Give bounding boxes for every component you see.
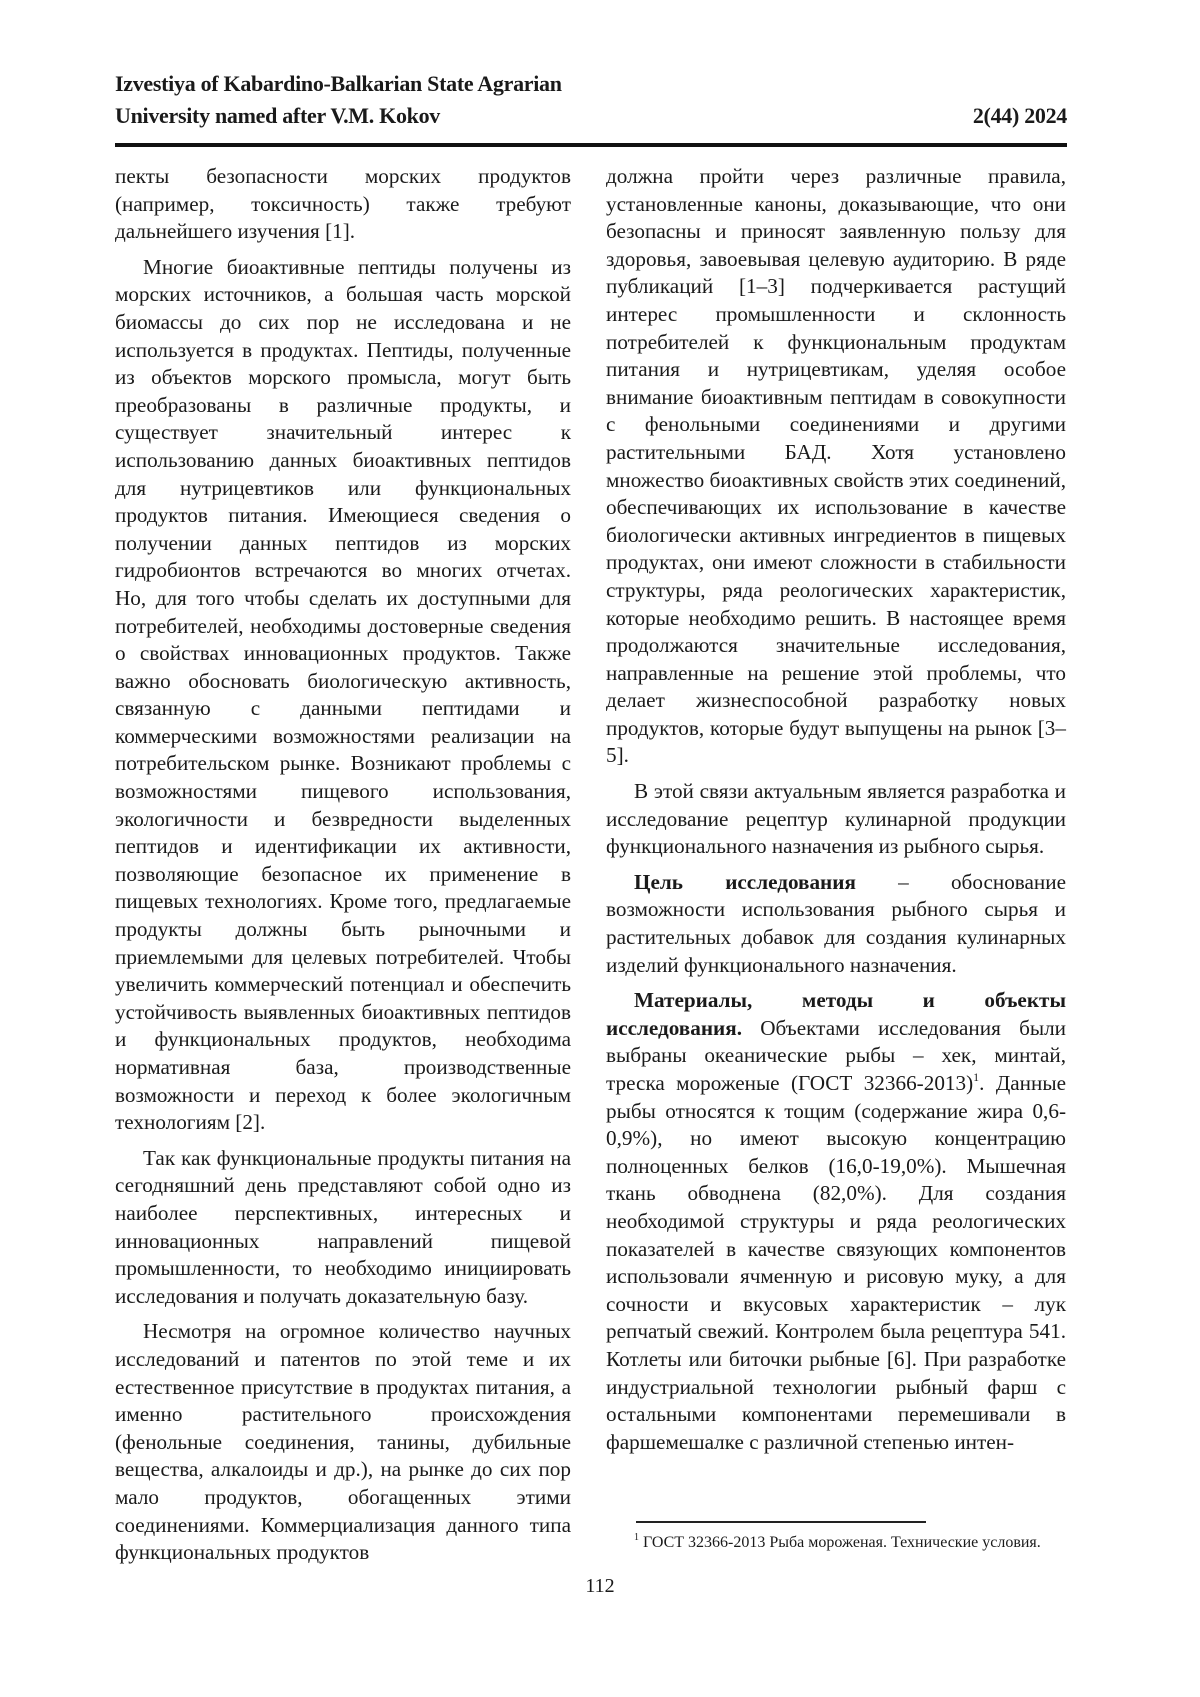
paragraph: должна пройти через различные правила, установленные каноны, доказывающие, что они безопасны и приносят заявленную пользу для здоровья, завоевывая целевую аудиторию. В ряде публикаций [1–3] подчеркивается растущий интерес промышленности и склонность потребителей к функциональным продуктам питания и нутрицевтикам, уделяя особое внимание биоактивным пептидам в совокупности с фенольными соединениями и другими растительными БАД. Хотя установлено множество биоактивных свойств этих соединений, обеспечивающих их использование в качестве биологически активных ингредиентов в пищевых продуктах, они имеют сложности в стабильности структуры, ряда реологических характеристик, которые необходимо решить. В настоящее время продолжаются значительные исследования, направленные на решение этой проблемы, что делает жизнеспособной разработку новых продуктов, которые будут выпущены на рынок [3–5]. <box>606 164 1067 768</box>
methods-text-continued: . Данные рыбы относятся к тощим (содержание жира 0,6-0,9%), но имеют высокую концентрацию полноценных белков (16,0-19,0%). Мышечная ткань обводнена (82,0%). Для создания необходимой структуры и ряда реологических показателей в качестве связующих компонентов использовали ячменную и рисовую муку, а для сочности и вкусовых характеристик – лук репчатый свежий. Контролем была рецептура 541. Котлеты или биточки рыбные [6]. При разработке индустриальной технологии рыбный фарш с остальными компонентами перемешивали в фаршемешалке с различной степенью интен- <box>606 1071 1066 1454</box>
page-number: 112 <box>585 1575 615 1597</box>
running-header <box>115 68 1067 132</box>
footnote <box>606 1530 1066 1555</box>
methods-text: Объектами исследования были выбраны океанические рыбы – хек, минтай, треска мороженые (ГОСТ 32366-2013) <box>606 1015 1066 1095</box>
methods-heading: Материалы, методы и объекты исследования. <box>606 988 1066 1040</box>
journal-title-line2: University named after V.M. Kokov <box>115 103 440 128</box>
paragraph: пекты безопасности морских продуктов (например, токсичность) также требуют дальнейшего изучения [1]. <box>115 164 571 244</box>
methods-paragraph <box>606 987 1066 1456</box>
journal-title-line2-row <box>115 100 1067 132</box>
footnote-text: ГОСТ 32366-2013 Рыба мороженая. Технические условия. <box>639 1534 1041 1551</box>
journal-title-line1: Izvestiya of Kabardino-Balkarian State Agrarian <box>115 71 562 96</box>
footnote-mark: 1 <box>634 1532 639 1543</box>
issue-number: 2(44) 2024 <box>972 103 1067 128</box>
footnote-reference[interactable]: 1 <box>973 1070 980 1084</box>
paragraph: В этой связи актуальным является разработка и исследование рецептур кулинарной продукции функционального назначения из рыбного сырья. <box>606 779 1066 859</box>
left-column <box>115 163 571 1575</box>
aim-paragraph <box>606 869 1066 979</box>
header-divider <box>115 143 1067 147</box>
paragraph: Многие биоактивные пептиды получены из морских источников, а большая часть морской биомассы до сих пор не исследована и не используется в продуктах. Пептиды, полученные из объектов морского промысла, могут быть преобразованы в различные продукты, и существует значительный интерес к использованию данных биоактивных пептидов для нутрицевтиков или функциональных продуктов питания. Имеющиеся сведения о получении данных пептидов из морских гидробионтов встречаются во многих отчетах. Но, для того чтобы сделать их доступными для потребителей, необходимы достоверные сведения о свойствах инновационных продуктов. Также важно обосновать биологическую активность, связанную с данными пептидами и коммерческими возможностями реализации на потребительском рынке. Возникают проблемы с возможностями пищевого использования, экологичности и безвредности выделенных пептидов и идентификации их активности, позволяющие безопасное их применение в пищевых технологиях. Кроме того, предлагаемые продукты должны быть рыночными и приемлемыми для целевых потребителей. Чтобы увеличить коммерческий потенциал и обеспечить устойчивость выявленных биоактивных пептидов и функциональных продуктов, необходима нормативная база, производственные возможности и переход к более экологичным технологиям [2]. <box>115 254 571 1135</box>
aim-heading: Цель исследования <box>634 869 856 894</box>
footnote-divider <box>636 1521 926 1523</box>
footnote-body <box>606 1530 1066 1555</box>
paragraph: Так как функциональные продукты питания на сегодняшний день представляют собой одно из наиболее перспективных, интересных и инновационных направлений пищевой промышленности, то необходимо инициировать исследования и получать доказательную базу. <box>115 1145 571 1308</box>
paragraph: Несмотря на огромное количество научных исследований и патентов по этой теме и их естественное присутствие в продуктах питания, а именно растительного происхождения (фенольные соединения, танины, дубильные вещества, алкалоиды и др.), на рынке до сих пор мало продуктов, обогащенных этими соединениями. Коммерциализация данного типа функциональных продуктов <box>115 1319 571 1565</box>
aim-text: – обоснование возможности использования рыбного сырья и растительных добавок для создания кулинарных изделий функционального назначения. <box>606 869 1066 977</box>
right-column <box>606 163 1066 1464</box>
